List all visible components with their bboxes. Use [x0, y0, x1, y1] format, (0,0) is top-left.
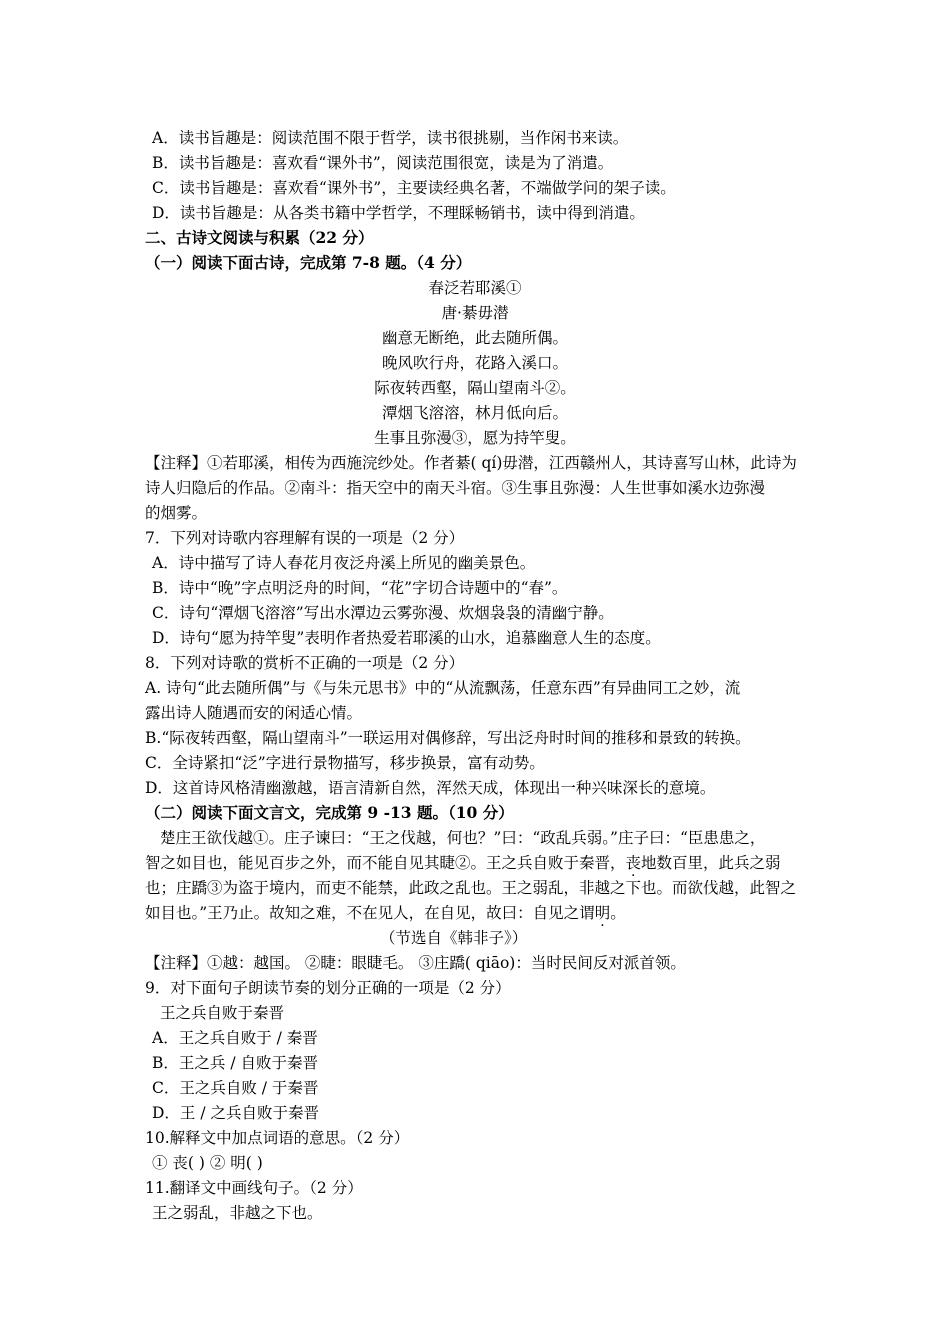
- q8-option-d: D．这首诗风格清幽激越，语言清新自然，浑然天成，体现出一种兴味深长的意境。: [145, 779, 716, 797]
- q9-stem: 9．对下面句子朗读节奏的划分正确的一项是（2 分）: [145, 979, 511, 997]
- passage-line: 也；庄蹻③为盗于境内，而吏不能禁，此政之乱也。王之弱乱，非越之下也。而欲伐越，此智之: [145, 879, 797, 897]
- poem-note-line: 诗人归隐后的作品。②南斗：指天空中的南天斗宿。③生事且弥漫：人生世事如溪水边弥漫: [145, 479, 766, 497]
- passage-note: 【注释】①越：越国。 ②睫：眼睫毛。 ③庄蹻( qiāo)：当时民间反对派首领。: [145, 954, 686, 972]
- part-heading-poem: （一）阅读下面古诗，完成第 7-8 题。（4 分）: [145, 253, 472, 272]
- dotted-word-sang: 丧: [625, 854, 642, 872]
- q9-option-d: D．王 / 之兵自败于秦晋: [152, 1104, 320, 1122]
- dotted-word-ming: 明: [594, 904, 611, 922]
- q10-stem: 10.解释文中加点词语的意思。（2 分）: [145, 1129, 410, 1147]
- q6-option-d: D．读书旨趣是：从各类书籍中学哲学，不理睬畅销书，读中得到消遣。: [152, 204, 645, 222]
- poem-note-line: 【注释】①若耶溪，相传为西施浣纱处。作者綦( qí)毋潜，江西赣州人，其诗喜写山林，此诗为: [145, 454, 797, 472]
- section-heading: 二、古诗文阅读与积累（22 分）: [145, 228, 374, 247]
- q7-option-b: B．诗中“晚”字点明泛舟的时间，“花”字切合诗题中的“春”。: [152, 579, 568, 597]
- q11-stem: 11.翻译文中画线句子。（2 分）: [145, 1179, 363, 1197]
- q8-option-b: B.“际夜转西壑，隔山望南斗”一联运用对偶修辞，写出泛舟时时间的推移和景致的转换。: [145, 729, 751, 747]
- passage-line: 智之如目也，能见百步之外，而不能自见其睫②。王之兵自败于秦晋，丧地数百里，此兵之弱: [145, 854, 781, 872]
- poem-line: 生事且弥漫③，愿为持竿叟。: [374, 429, 576, 447]
- q10-blanks: ① 丧( ) ② 明( ): [152, 1154, 263, 1172]
- q6-option-b: B．读书旨趣是：喜欢看“课外书”，阅读范围很宽，读是为了消遣。: [152, 154, 614, 172]
- q8-stem: 8．下列对诗歌的赏析不正确的一项是（2 分）: [145, 654, 465, 672]
- passage-source: （节选自《韩非子》）: [380, 929, 528, 947]
- q7-option-d: D．诗句“愿为持竿叟”表明作者热爱若耶溪的山水，追慕幽意人生的态度。: [152, 629, 661, 647]
- q9-option-b: B．王之兵 / 自败于秦晋: [152, 1054, 318, 1072]
- poem-line: 潭烟飞溶溶，林月低向后。: [381, 404, 568, 422]
- q9-option-a: A．王之兵自败于 / 秦晋: [152, 1029, 318, 1047]
- poem-author: 唐·綦毋潜: [441, 304, 509, 322]
- q9-sentence: 王之兵自败于秦晋: [160, 1004, 285, 1022]
- q8-option-a-cont: 露出诗人随遇而安的闲适心情。: [145, 704, 363, 722]
- q7-stem: 7．下列对诗歌内容理解有误的一项是（2 分）: [145, 529, 465, 547]
- q7-option-c: C．诗句“潭烟飞溶溶”写出水潭边云雾弥漫、炊烟袅袅的清幽宁静。: [152, 604, 614, 622]
- q7-option-a: A．诗中描写了诗人春花月夜泛舟溪上所见的幽美景色。: [152, 554, 536, 572]
- q11-sentence: 王之弱乱，非越之下也。: [152, 1204, 323, 1222]
- poem-line: 际夜转西壑，隔山望南斗②。: [374, 379, 576, 397]
- passage-line: 如目也。”王乃止。故知之难，不在见人，在自见，故曰：自见之谓明。: [145, 904, 626, 922]
- q8-option-c: C．全诗紧扣“泛”字进行景物描写，移步换景，富有动势。: [145, 754, 545, 772]
- poem-line: 晚风吹行舟，花路入溪口。: [381, 354, 568, 372]
- poem-title: 春泛若耶溪①: [428, 279, 522, 297]
- poem-note-line: 的烟雾。: [145, 504, 208, 522]
- q9-option-c: C．王之兵自败 / 于秦晋: [152, 1079, 319, 1097]
- part-heading-prose: （二）阅读下面文言文，完成第 9 -13 题。（10 分）: [145, 803, 514, 822]
- q6-option-c: C．读书旨趣是：喜欢看“课外书”，主要读经典名著，不端做学问的架子读。: [152, 179, 676, 197]
- q6-option-a: A．读书旨趣是：阅读范围不限于哲学，读书很挑剔，当作闲书来读。: [152, 129, 629, 147]
- passage-line: 楚庄王欲伐越①。庄子谏曰：“王之伐越，何也？”曰：“政乱兵弱。”庄子曰：“臣患患之，: [160, 829, 766, 847]
- q8-option-a: A. 诗句“此去随所偶”与《与朱元思书》中的“从流飘荡，任意东西”有异曲同工之妙，流: [145, 679, 741, 697]
- poem-line: 幽意无断绝，此去随所偶。: [381, 329, 568, 347]
